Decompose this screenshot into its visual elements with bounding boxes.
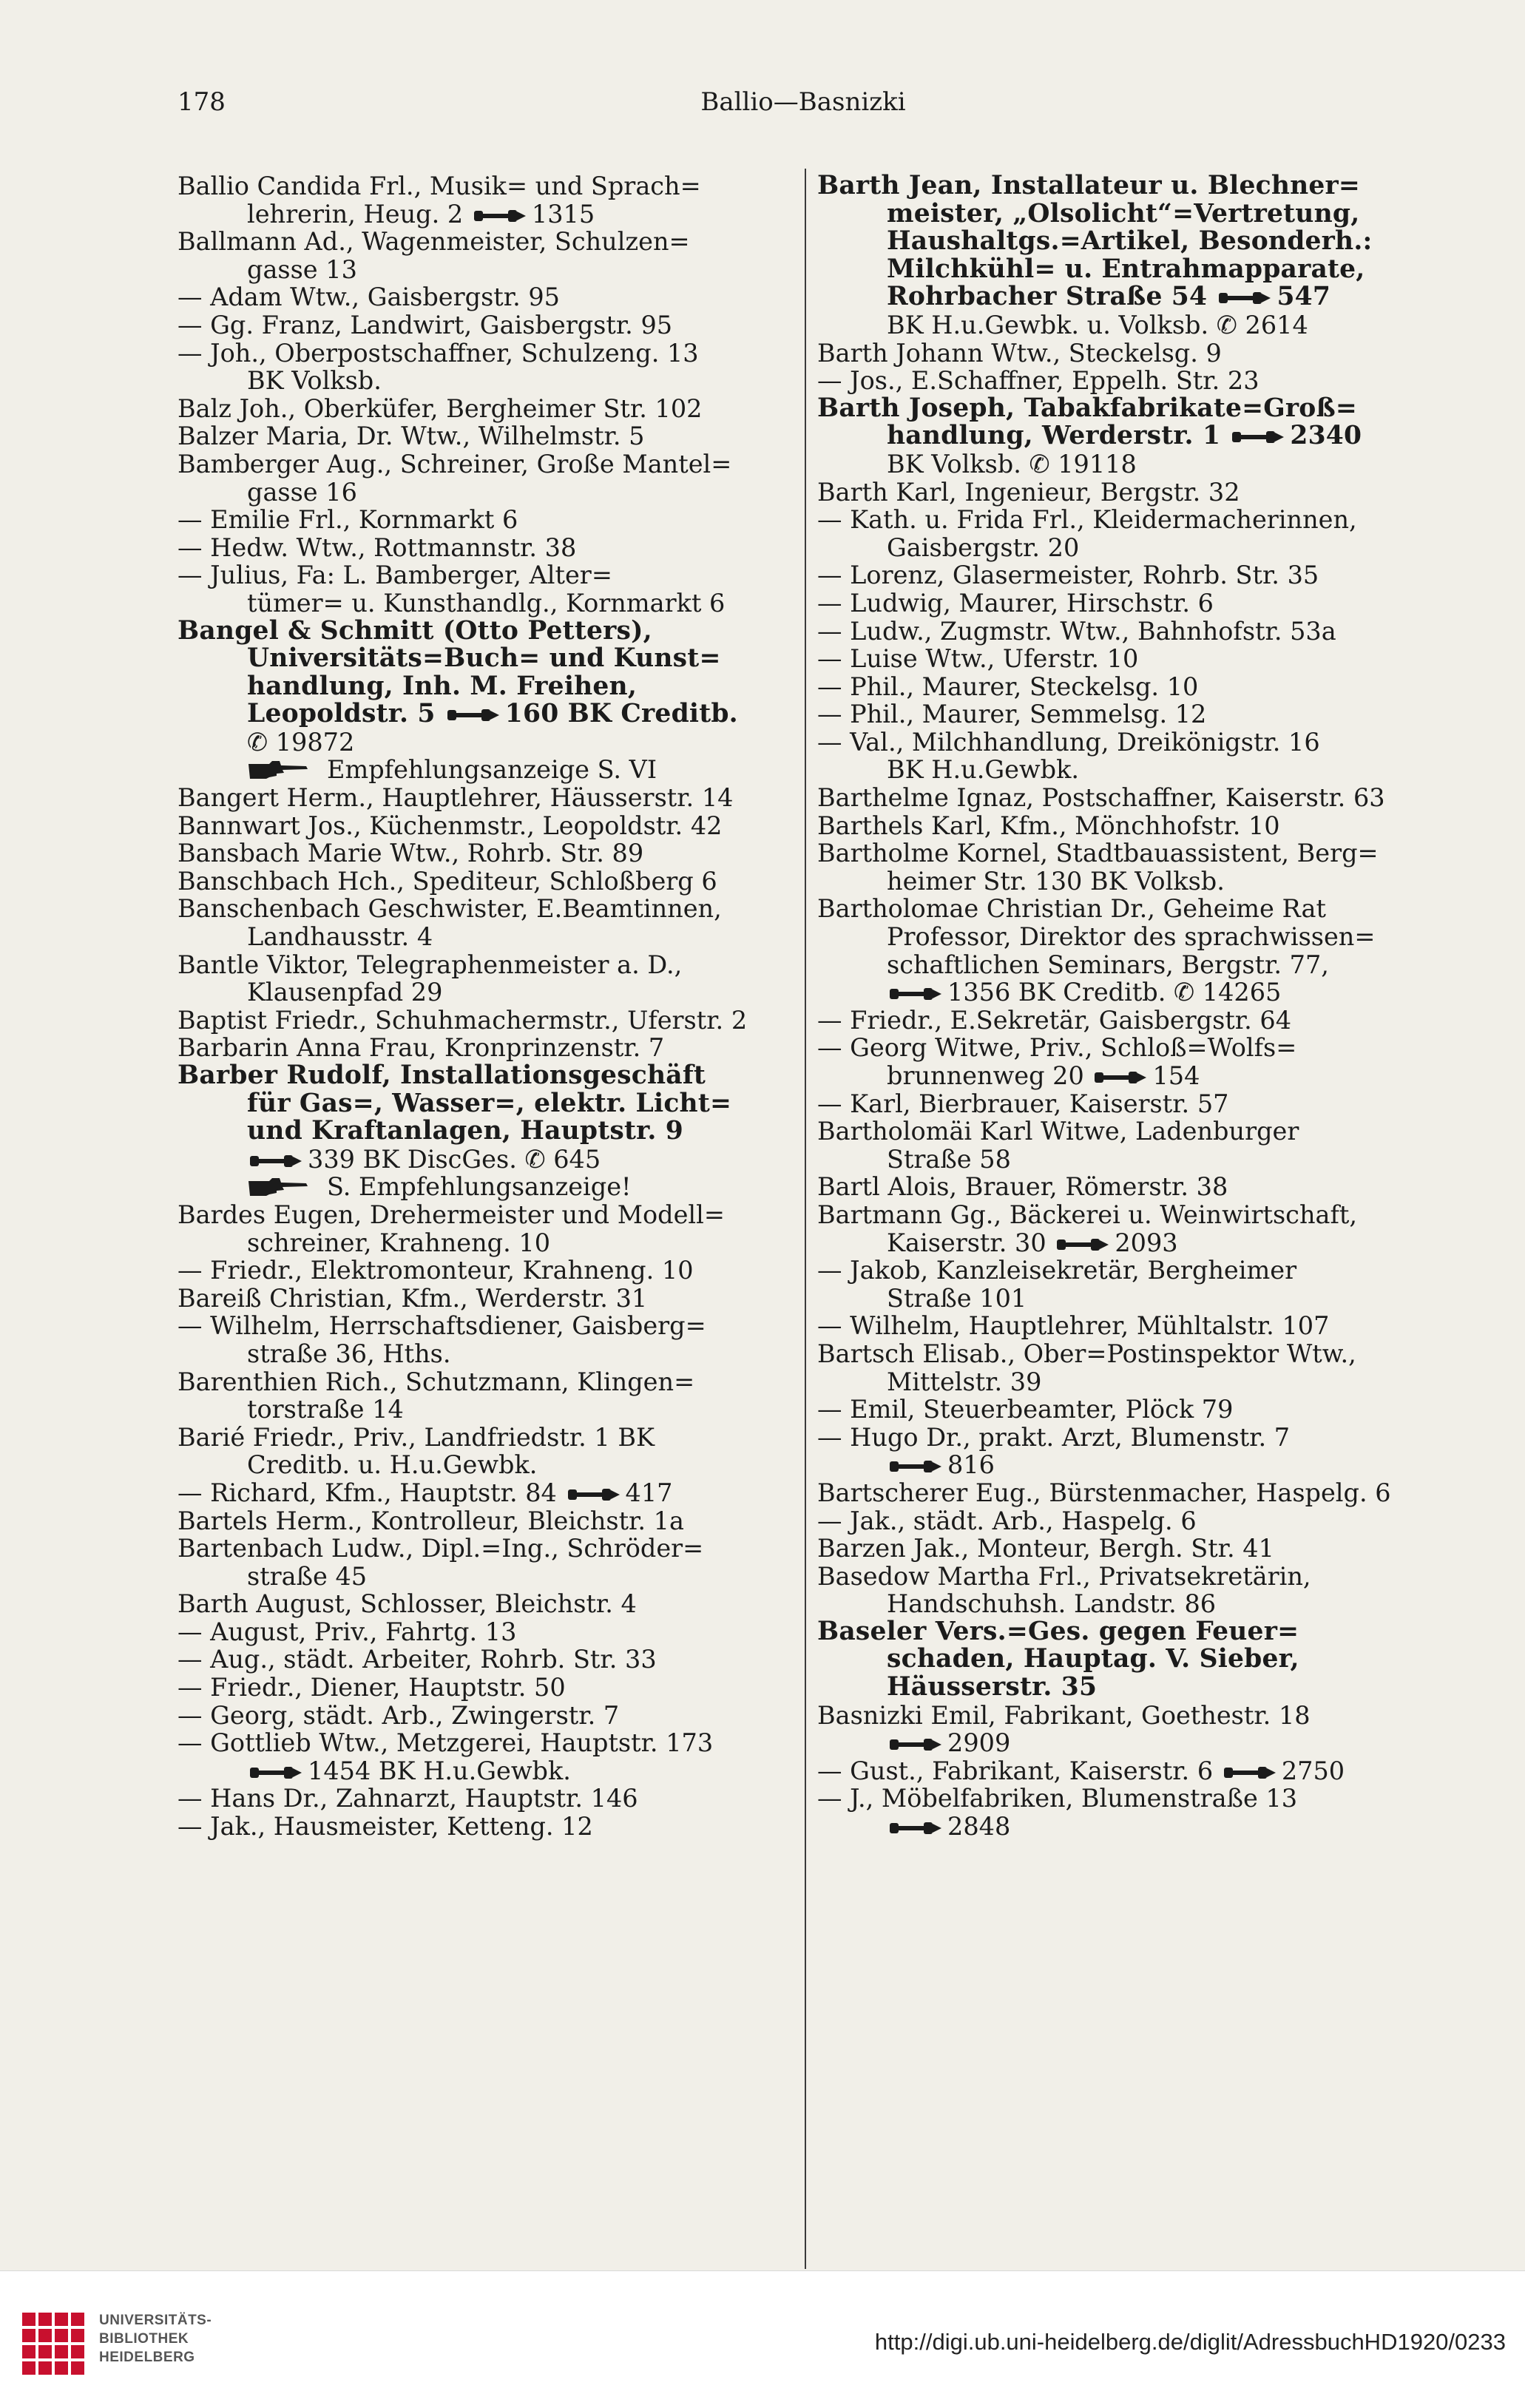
right-column-entry-line — [817, 478, 1424, 507]
right-column-entry-line — [817, 1201, 1424, 1229]
left-column-entry-line — [177, 1257, 791, 1285]
entry-text: — Luise Wtw., Uferstr. 10 — [817, 644, 1139, 674]
pointing-hand-icon — [247, 1177, 309, 1197]
telephone-icon — [1224, 1765, 1276, 1781]
left-column-entry-line — [177, 1146, 791, 1174]
entry-text: Bartholomäi Karl Witwe, Ladenburger — [817, 1117, 1299, 1146]
left-column-entry-line — [177, 978, 791, 1007]
right-column-entry-line — [817, 395, 1424, 423]
left-column-entry-line — [177, 589, 791, 618]
left-column-entry-line — [177, 1396, 791, 1424]
right-column-entry-line — [817, 1507, 1424, 1535]
entry-text: gasse 16 — [247, 477, 357, 507]
entry-text: — Kath. u. Frida Frl., Kleidermacherinnen, — [817, 505, 1357, 535]
left-column-entry-line — [177, 1563, 791, 1591]
entry-text: Barié Friedr., Priv., Landfriedstr. 1 BK — [177, 1422, 655, 1452]
entry-phone-details: 2093 — [1115, 1228, 1178, 1257]
left-column-entry-line — [177, 200, 791, 229]
right-column-entry-line — [817, 756, 1424, 784]
left-column-entry-line — [177, 728, 791, 757]
left-column-entry-line — [177, 784, 791, 812]
right-column-entry-line — [817, 784, 1424, 812]
entry-text: Haushaltgs.=Artikel, Besonderh.: — [887, 226, 1373, 257]
entry-text: Basedow Martha Frl., Privatsekretärin, — [817, 1561, 1311, 1591]
left-column-entry-line — [177, 506, 791, 534]
right-column-entry-line — [817, 450, 1424, 478]
entry-phone-details: 2340 — [1290, 421, 1362, 451]
right-column-entry-line — [817, 1757, 1424, 1785]
left-column — [177, 172, 791, 1841]
entry-text: Banschbach Hch., Spediteur, Schloßberg 6 — [177, 866, 717, 896]
left-column-entry-line — [177, 1618, 791, 1646]
right-column-entry-line — [817, 172, 1424, 200]
entry-text: Barth Karl, Ingenieur, Bergstr. 32 — [817, 477, 1240, 507]
entry-text: Bareiß Christian, Kfm., Werderstr. 31 — [177, 1283, 648, 1313]
right-column-entry-line — [817, 1646, 1424, 1674]
entry-text: — Jos., E.Schaffner, Eppelh. Str. 23 — [817, 366, 1259, 396]
page-header — [177, 87, 1429, 132]
university-seal-icon — [19, 2310, 87, 2378]
entry-text: — Gg. Franz, Landwirt, Gaisbergstr. 95 — [177, 310, 673, 339]
entry-text: — Richard, Kfm., Hauptstr. 84 — [177, 1478, 565, 1507]
entry-text: Bangert Herm., Hauptlehrer, Häusserstr. 14 — [177, 783, 734, 813]
right-column-entry-line — [817, 1590, 1424, 1618]
entry-text: — Ludwig, Maurer, Hirschstr. 6 — [817, 588, 1214, 618]
left-column-entry-line — [177, 756, 791, 784]
left-column-entry-line — [177, 1424, 791, 1452]
left-column-entry-line — [177, 1062, 791, 1090]
left-column-entry-line — [177, 1368, 791, 1396]
entry-text: schaftlichen Seminars, Bergstr. 77, — [887, 950, 1329, 979]
left-column-entry-line — [177, 1757, 791, 1785]
entry-phone-details: 2848 — [947, 1812, 1011, 1841]
right-column-entry-line — [817, 673, 1424, 701]
telephone-icon — [250, 1765, 302, 1781]
entry-phone-details: 160 BK Creditb. — [504, 699, 738, 729]
page-number: 178 — [177, 87, 226, 117]
left-column-entry-line — [177, 1285, 791, 1313]
entry-text: — Phil., Maurer, Semmelsg. 12 — [817, 700, 1207, 729]
entry-text: schaden, Hauptag. V. Sieber, — [887, 1644, 1299, 1674]
telephone-icon — [250, 1153, 302, 1169]
telephone-icon — [890, 1820, 941, 1836]
right-column-entry-line — [817, 1034, 1424, 1062]
right-column-entry-line — [817, 1312, 1424, 1340]
right-column-entry-line — [817, 728, 1424, 757]
entry-phone-details: 154 — [1152, 1061, 1200, 1090]
entry-text: — Hans Dr., Zahnarzt, Hauptstr. 146 — [177, 1784, 638, 1813]
entry-text: Mittelstr. 39 — [887, 1367, 1042, 1396]
entry-text: straße 45 — [247, 1561, 368, 1591]
right-column-entry-line — [817, 839, 1424, 868]
entry-text: — Aug., städt. Arbeiter, Rohrb. Str. 33 — [177, 1645, 657, 1674]
entry-phone-details: 816 — [947, 1450, 995, 1480]
entry-text: Barber Rudolf, Installationsgeschäft — [177, 1061, 706, 1090]
entry-text: tümer= u. Kunsthandlg., Kornmarkt 6 — [247, 588, 726, 618]
left-column-entry-line — [177, 1785, 791, 1813]
right-column-entry-line — [817, 812, 1424, 840]
right-column-entry-line — [817, 700, 1424, 728]
right-column-entry-line — [817, 506, 1424, 534]
entry-text: — Jak., städt. Arb., Haspelg. 6 — [817, 1506, 1197, 1535]
right-column-entry-line — [817, 1257, 1424, 1285]
entry-text: Bartels Herm., Kontrolleur, Bleichstr. 1a — [177, 1506, 684, 1535]
telephone-icon — [1095, 1069, 1146, 1086]
left-column-entry-line — [177, 1674, 791, 1702]
entry-text: Barbarin Anna Frau, Kronprinzenstr. 7 — [177, 1033, 665, 1063]
running-head: Ballio—Basnizki — [700, 87, 906, 117]
entry-text: Straße 58 — [887, 1144, 1011, 1174]
right-column-entry-line — [817, 1702, 1424, 1730]
right-column-entry-line — [817, 1618, 1424, 1646]
left-column-entry-line — [177, 395, 791, 423]
left-column-entry-line — [177, 1729, 791, 1757]
left-column-entry-line — [177, 1034, 791, 1062]
right-column-entry-line — [817, 1173, 1424, 1201]
entry-text: — Joh., Oberpostschaffner, Schulzeng. 13 — [177, 338, 699, 368]
right-column-entry-line — [817, 978, 1424, 1007]
entry-text: Barthelme Ignaz, Postschaffner, Kaiserstr. 63 — [817, 783, 1385, 813]
entry-text: Bartl Alois, Brauer, Römerstr. 38 — [817, 1172, 1228, 1202]
right-column-entry-line — [817, 1563, 1424, 1591]
left-column-entry-line — [177, 283, 791, 311]
left-column-entry-line — [177, 311, 791, 339]
entry-text: für Gas=, Wasser=, elektr. Licht= — [247, 1088, 732, 1118]
entry-text: Bartmann Gg., Bäckerei u. Weinwirtschaft, — [817, 1200, 1357, 1229]
entry-text: — Friedr., Diener, Hauptstr. 50 — [177, 1673, 566, 1702]
right-column-entry-line — [817, 868, 1424, 896]
right-column-entry-line — [817, 923, 1424, 951]
left-column-entry-line — [177, 1646, 791, 1674]
entry-text: Balzer Maria, Dr. Wtw., Wilhelmstr. 5 — [177, 422, 645, 451]
right-column-entry-line — [817, 1479, 1424, 1507]
entry-text: gasse 13 — [247, 254, 357, 284]
telephone-icon — [568, 1487, 620, 1503]
entry-text: straße 36, Hths. — [247, 1339, 451, 1368]
column-divider — [805, 169, 806, 2269]
entry-text: Handschuhsh. Landstr. 86 — [887, 1589, 1217, 1619]
right-column-entry-line — [817, 561, 1424, 589]
left-column-entry-line — [177, 1201, 791, 1229]
institution-line: HEIDELBERG — [99, 2350, 195, 2365]
footer-bar — [0, 2270, 1525, 2408]
right-column-entry-line — [817, 228, 1424, 256]
right-column-entry-line — [817, 367, 1424, 395]
entry-text: — Jak., Hausmeister, Ketteng. 12 — [177, 1812, 593, 1841]
entry-text: — Hedw. Wtw., Rottmannstr. 38 — [177, 532, 577, 562]
right-column-entry-line — [817, 1729, 1424, 1757]
left-column-entry-line — [177, 1117, 791, 1146]
entry-text: lehrerin, Heug. 2 — [247, 199, 471, 229]
entry-text: — Emilie Frl., Kornmarkt 6 — [177, 505, 518, 535]
entry-text: — Georg Witwe, Priv., Schloß=Wolfs= — [817, 1033, 1297, 1063]
entry-phone-details: 2750 — [1281, 1756, 1345, 1785]
entry-text: Bartenbach Ludw., Dipl.=Ing., Schröder= — [177, 1534, 704, 1563]
entry-text: Baseler Vers.=Ges. gegen Feuer= — [817, 1616, 1299, 1646]
pointing-hand-icon — [247, 760, 309, 780]
left-column-entry-line — [177, 1007, 791, 1035]
entry-text: Kaiserstr. 30 — [887, 1228, 1055, 1257]
telephone-icon — [1057, 1237, 1109, 1253]
left-column-entry-line — [177, 1340, 791, 1368]
entry-phone-details: 1454 BK H.u.Gewbk. — [308, 1756, 571, 1785]
right-column-entry-line — [817, 645, 1424, 673]
entry-text: — Julius, Fa: L. Bamberger, Alter= — [177, 561, 612, 590]
right-column-entry-line — [817, 256, 1424, 284]
entry-phone-details: 1356 BK Creditb. ✆ 14265 — [947, 978, 1282, 1007]
left-column-entry-line — [177, 1451, 791, 1479]
right-column-entry-line — [817, 283, 1424, 311]
left-column-entry-line — [177, 895, 791, 923]
right-column-entry-line — [817, 951, 1424, 979]
telephone-icon — [447, 707, 499, 723]
telephone-icon — [890, 986, 941, 1002]
entry-text: Häusserstr. 35 — [887, 1672, 1098, 1702]
right-column-entry-line — [817, 1229, 1424, 1257]
right-column-entry-line — [817, 1117, 1424, 1146]
right-column-entry-line — [817, 1396, 1424, 1424]
entry-text: Bartsch Elisab., Ober=Postinspektor Wtw., — [817, 1339, 1356, 1368]
entry-text: Klausenpfad 29 — [247, 978, 443, 1007]
left-column-entry-line — [177, 1173, 791, 1201]
institution-line: UNIVERSITÄTS- — [99, 2313, 212, 2328]
left-column-entry-line — [177, 615, 791, 646]
left-column-entry-line — [177, 1479, 791, 1507]
left-column-entry-line — [177, 1590, 791, 1618]
left-column-entry-line — [177, 422, 791, 450]
entry-text: Barth Joseph, Tabakfabrikate=Groß= — [817, 393, 1357, 423]
entry-text: Rohrbacher Straße 54 — [887, 282, 1217, 312]
entry-text: ✆ 19872 — [247, 727, 355, 757]
entry-text: Barth Johann Wtw., Steckelsg. 9 — [817, 338, 1222, 368]
entry-text: — Jakob, Kanzleisekretär, Bergheimer — [817, 1256, 1297, 1285]
left-column-entry-line — [177, 1507, 791, 1535]
right-column-entry-line — [817, 534, 1424, 562]
entry-text: handlung, Inh. M. Freihen, — [247, 671, 638, 701]
right-column-entry-line — [817, 1785, 1424, 1813]
entry-text: Barth Jean, Installateur u. Blechner= — [817, 171, 1361, 200]
entry-text: BK Volksb. — [247, 366, 382, 396]
entry-text: — Gust., Fabrikant, Kaiserstr. 6 — [817, 1756, 1221, 1785]
entry-text: handlung, Werderstr. 1 — [887, 421, 1230, 451]
entry-text: Professor, Direktor des sprachwissen= — [887, 922, 1376, 952]
entry-text: Barzen Jak., Monteur, Bergh. Str. 41 — [817, 1534, 1274, 1563]
entry-text: Bartholomae Christian Dr., Geheime Rat — [817, 894, 1326, 924]
right-column-entry-line — [817, 422, 1424, 450]
entry-text: Barth August, Schlosser, Bleichstr. 4 — [177, 1589, 637, 1619]
entry-text: und Kraftanlagen, Hauptstr. 9 — [247, 1116, 683, 1146]
entry-text: — Val., Milchhandlung, Dreikönigstr. 16 — [817, 727, 1320, 757]
entry-text: — Emil, Steuerbeamter, Plöck 79 — [817, 1395, 1234, 1424]
entry-text: Gaisbergstr. 20 — [887, 532, 1080, 562]
entry-text: — Georg, städt. Arb., Zwingerstr. 7 — [177, 1700, 620, 1730]
entry-text: — J., Möbelfabriken, Blumenstraße 13 — [817, 1784, 1298, 1813]
entry-text: brunnenweg 20 — [887, 1061, 1092, 1090]
left-column-entry-line — [177, 1702, 791, 1730]
right-column-entry-line — [817, 1062, 1424, 1090]
right-column-entry-line — [817, 1368, 1424, 1396]
left-column-entry-line — [177, 868, 791, 896]
entry-text: Bannwart Jos., Küchenmstr., Leopoldstr. 42 — [177, 811, 723, 840]
entry-text: Bardes Eugen, Drehermeister und Modell= — [177, 1200, 725, 1229]
telephone-icon — [474, 208, 526, 224]
entry-phone-details: 417 — [625, 1478, 673, 1507]
entry-text: — Hugo Dr., prakt. Arzt, Blumenstr. 7 — [817, 1422, 1291, 1452]
right-column-entry-line — [817, 1146, 1424, 1174]
entry-text: S. Empfehlungsanzeige! — [327, 1172, 632, 1202]
entry-text: — August, Priv., Fahrtg. 13 — [177, 1617, 517, 1646]
left-column-entry-line — [177, 534, 791, 562]
entry-text: Empfehlungsanzeige S. VI — [327, 755, 657, 785]
left-column-entry-line — [177, 172, 791, 200]
right-column-entry-line — [817, 1007, 1424, 1035]
entry-text: — Friedr., Elektromonteur, Krahneng. 10 — [177, 1256, 694, 1285]
right-column-entry-line — [817, 1535, 1424, 1563]
entry-text: meister, „Olsolicht“=Vertretung, — [887, 198, 1360, 229]
right-column-entry-line — [817, 589, 1424, 618]
telephone-icon — [1219, 290, 1271, 306]
entry-text: Bartscherer Eug., Bürstenmacher, Haspelg. 6 — [817, 1478, 1391, 1507]
entry-text: — Phil., Maurer, Steckelsg. 10 — [817, 672, 1199, 701]
left-column-entry-line — [177, 1312, 791, 1340]
entry-text: Barthels Karl, Kfm., Mönchhofstr. 10 — [817, 811, 1280, 840]
left-column-entry-line — [177, 478, 791, 507]
entry-text: — Wilhelm, Hauptlehrer, Mühltalstr. 107 — [817, 1311, 1330, 1341]
left-column-entry-line — [177, 228, 791, 256]
right-column-entry-line — [817, 1424, 1424, 1452]
telephone-icon — [890, 1736, 941, 1753]
entry-text: Basnizki Emil, Fabrikant, Goethestr. 18 — [817, 1700, 1311, 1730]
entry-text: — Gottlieb Wtw., Metzgerei, Hauptstr. 173 — [177, 1728, 714, 1758]
left-column-entry-line — [177, 700, 791, 728]
entry-text: Bangel & Schmitt (Otto Petters), — [177, 615, 652, 646]
left-column-entry-line — [177, 367, 791, 395]
entry-text: Ballio Candida Frl., Musik= und Sprach= — [177, 172, 701, 200]
entry-phone-details: 339 BK DiscGes. ✆ 645 — [308, 1144, 601, 1174]
entry-text: — Wilhelm, Herrschaftsdiener, Gaisberg= — [177, 1311, 706, 1341]
entry-text: BK H.u.Gewbk. u. Volksb. ✆ 2614 — [887, 310, 1308, 339]
entry-text: Bansbach Marie Wtw., Rohrb. Str. 89 — [177, 839, 644, 868]
entry-phone-details: 547 — [1277, 282, 1331, 312]
entry-phone-details: 2909 — [947, 1728, 1011, 1758]
right-column-entry-line — [817, 339, 1424, 368]
left-column-entry-line — [177, 1813, 791, 1841]
entry-text: torstraße 14 — [247, 1395, 404, 1424]
entry-text: Straße 101 — [887, 1283, 1027, 1313]
entry-text: BK Volksb. ✆ 19118 — [887, 449, 1137, 478]
entry-text: Creditb. u. H.u.Gewbk. — [247, 1450, 538, 1480]
left-column-entry-line — [177, 645, 791, 673]
right-column-entry-line — [817, 618, 1424, 646]
entry-text: Universitäts=Buch= und Kunst= — [247, 643, 721, 674]
entry-text: Balz Joh., Oberküfer, Bergheimer Str. 102 — [177, 393, 703, 423]
entry-text: Landhausstr. 4 — [247, 922, 433, 952]
right-column-entry-line — [817, 311, 1424, 339]
telephone-icon — [1232, 429, 1284, 445]
entry-text: — Ludw., Zugmstr. Wtw., Bahnhofstr. 53a — [817, 616, 1336, 646]
entry-text: heimer Str. 130 BK Volksb. — [887, 866, 1225, 896]
left-column-entry-line — [177, 339, 791, 368]
entry-text: — Adam Wtw., Gaisbergstr. 95 — [177, 283, 560, 312]
source-url-link[interactable]: http://digi.ub.uni-heidelberg.de/diglit/AdressbuchHD1920/0233 — [874, 2329, 1506, 2355]
left-column-entry-line — [177, 256, 791, 284]
entry-text: Bamberger Aug., Schreiner, Große Mantel= — [177, 449, 732, 478]
entry-text: — Lorenz, Glasermeister, Rohrb. Str. 35 — [817, 561, 1319, 590]
left-column-entry-line — [177, 951, 791, 979]
right-column-entry-line — [817, 895, 1424, 923]
right-column-entry-line — [817, 1451, 1424, 1479]
left-column-entry-line — [177, 450, 791, 478]
entry-text: Bantle Viktor, Telegraphenmeister a. D., — [177, 950, 683, 979]
right-column-entry-line — [817, 1813, 1424, 1841]
entry-text: Baptist Friedr., Schuhmachermstr., Uferstr. 2 — [177, 1005, 748, 1035]
telephone-icon — [890, 1458, 941, 1475]
left-column-entry-line — [177, 923, 791, 951]
right-column-entry-line — [817, 1674, 1424, 1702]
right-column — [817, 172, 1424, 1841]
entry-text: Banschenbach Geschwister, E.Beamtinnen, — [177, 894, 722, 924]
right-column-entry-line — [817, 1090, 1424, 1118]
right-column-entry-line — [817, 1285, 1424, 1313]
left-column-entry-line — [177, 1090, 791, 1118]
entry-text: Ballmann Ad., Wagenmeister, Schulzen= — [177, 227, 690, 257]
entry-text: — Friedr., E.Sekretär, Gaisbergstr. 64 — [817, 1005, 1292, 1035]
entry-text: — Karl, Bierbrauer, Kaiserstr. 57 — [817, 1089, 1229, 1118]
entry-text: schreiner, Krahneng. 10 — [247, 1228, 551, 1257]
left-column-entry-line — [177, 673, 791, 701]
right-column-entry-line — [817, 1340, 1424, 1368]
institution-line: BIBLIOTHEK — [99, 2331, 189, 2347]
left-column-entry-line — [177, 1229, 791, 1257]
left-column-entry-line — [177, 561, 791, 589]
entry-text: Barenthien Rich., Schutzmann, Klingen= — [177, 1367, 695, 1396]
left-column-entry-line — [177, 812, 791, 840]
entry-text: Leopoldstr. 5 — [247, 699, 444, 729]
entry-text: Milchkühl= u. Entrahmapparate, — [887, 254, 1365, 284]
entry-text: BK H.u.Gewbk. — [887, 755, 1080, 785]
left-column-entry-line — [177, 1535, 791, 1563]
right-column-entry-line — [817, 200, 1424, 229]
institution-name — [99, 2311, 212, 2367]
left-column-entry-line — [177, 839, 791, 868]
entry-phone-details: 1315 — [531, 199, 595, 229]
entry-text: Bartholme Kornel, Stadtbauassistent, Berg= — [817, 839, 1379, 868]
